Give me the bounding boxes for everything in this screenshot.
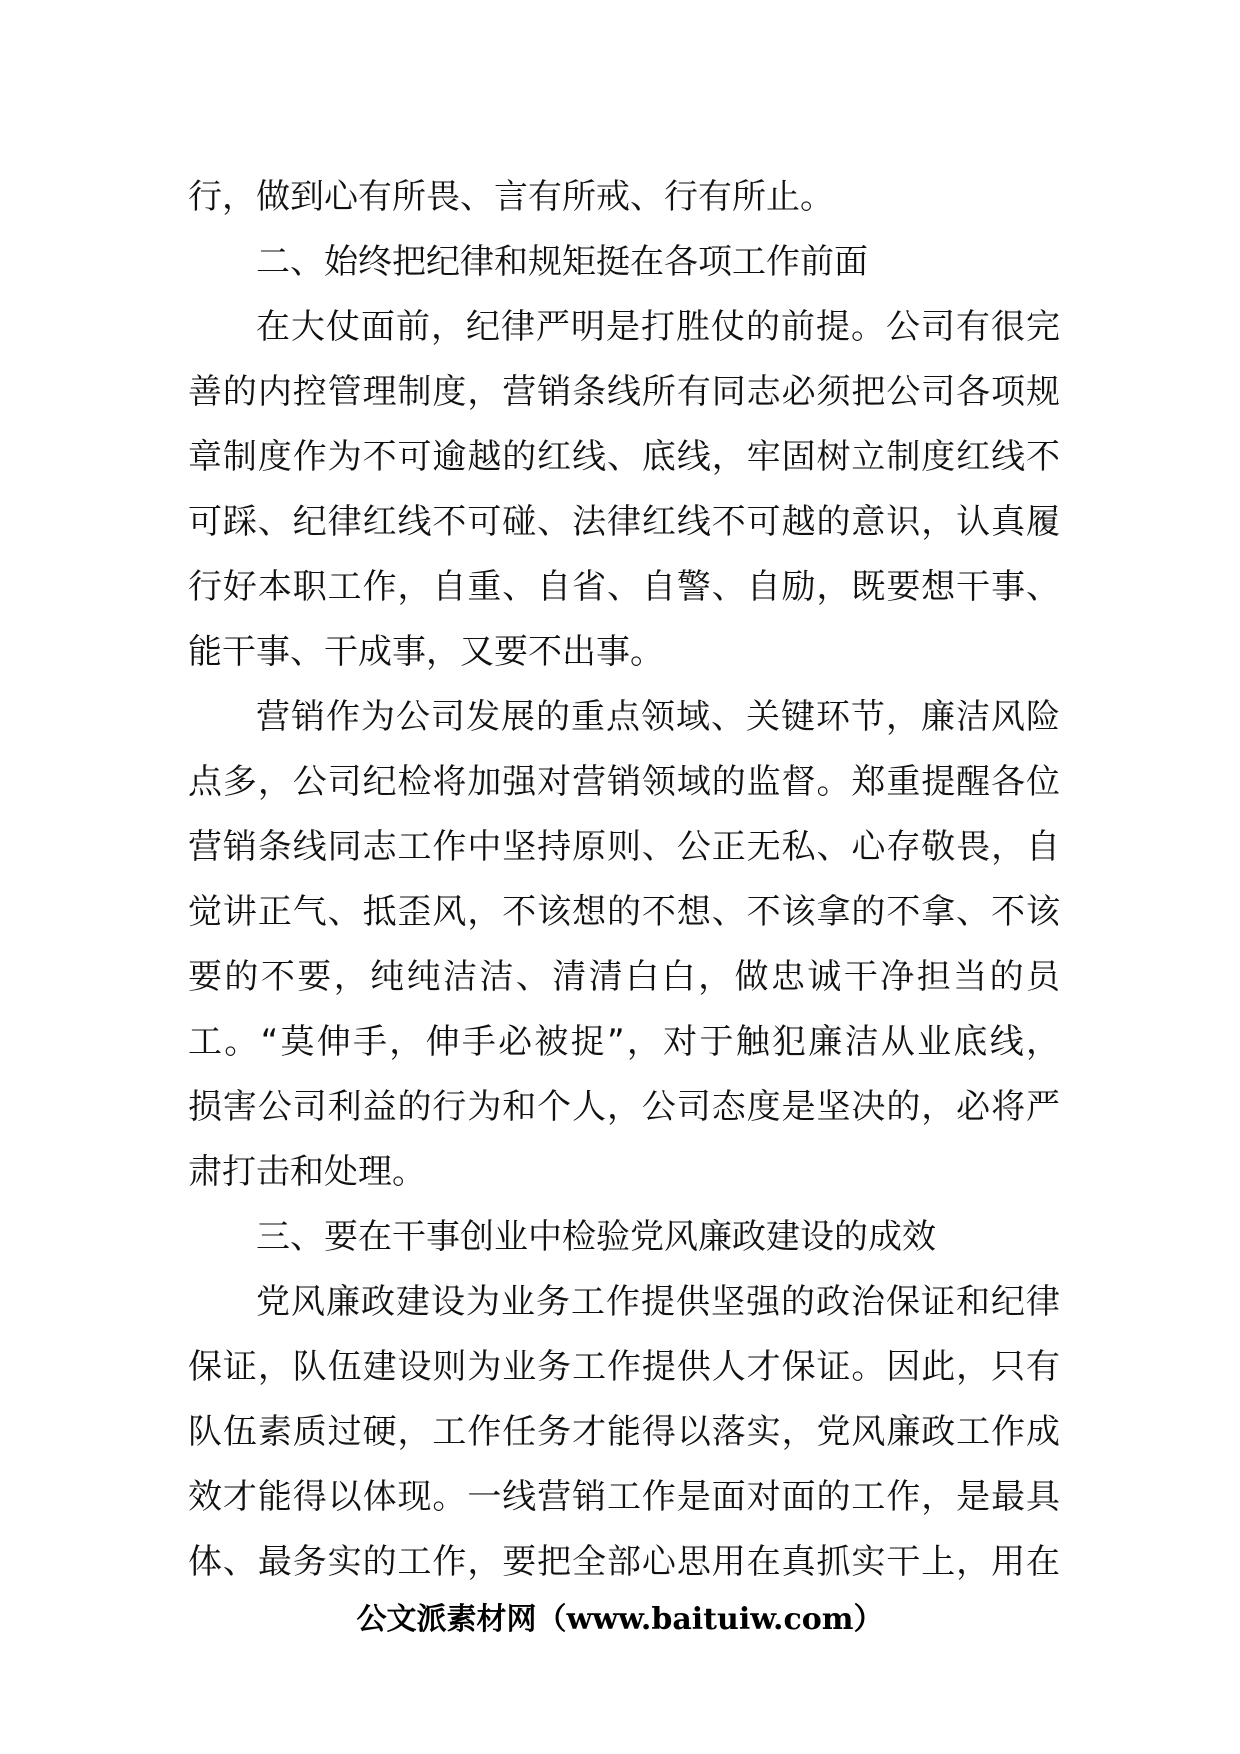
text-line: 善的内控管理制度，营销条线所有同志必须把公司各项规 — [188, 372, 1060, 412]
text-line: 章制度作为不可逾越的红线、底线，牢固树立制度红线不 — [188, 437, 1060, 477]
text-line: 肃打击和处理。 — [188, 1152, 426, 1192]
text-line: 营销作为公司发展的重点领域、关键环节，廉洁风险 — [256, 697, 1060, 737]
text-line: 行，做到心有所畏、言有所戒、行有所止。 — [188, 177, 834, 217]
text-line: 点多，公司纪检将加强对营销领域的监督。郑重提醒各位 — [188, 762, 1060, 802]
text-line: 工。“莫伸手，伸手必被捉”，对于触犯廉洁从业底线， — [188, 1022, 1060, 1062]
footer-watermark: 公文派素材网（www.baituiw.com） — [356, 1602, 884, 1637]
text-line: 觉讲正气、抵歪风，不该想的不想、不该拿的不拿、不该 — [188, 892, 1060, 932]
text-line: 效才能得以体现。一线营销工作是面对面的工作，是最具 — [188, 1477, 1060, 1517]
text-line: 损害公司利益的行为和个人，公司态度是坚决的，必将严 — [188, 1087, 1060, 1127]
text-line: 保证，队伍建设则为业务工作提供人才保证。因此，只有 — [188, 1347, 1060, 1387]
text-line: 要的不要，纯纯洁洁、清清白白，做忠诚干净担当的员 — [188, 957, 1060, 997]
text-line: 党风廉政建设为业务工作提供坚强的政治保证和纪律 — [256, 1282, 1060, 1322]
section-heading: 三、要在干事创业中检验党风廉政建设的成效 — [256, 1217, 936, 1257]
text-line: 能干事、干成事，又要不出事。 — [188, 632, 664, 672]
text-line: 可踩、纪律红线不可碰、法律红线不可越的意识，认真履 — [188, 502, 1060, 542]
text-line: 体、最务实的工作，要把全部心思用在真抓实干上，用在 — [188, 1542, 1060, 1582]
text-line: 营销条线同志工作中坚持原则、公正无私、心存敬畏，自 — [188, 827, 1060, 867]
text-line: 队伍素质过硬，工作任务才能得以落实，党风廉政工作成 — [188, 1412, 1060, 1452]
section-heading: 二、始终把纪律和规矩挺在各项工作前面 — [256, 242, 868, 282]
text-line: 行好本职工作，自重、自省、自警、自励，既要想干事、 — [188, 567, 1060, 607]
document-body — [188, 165, 1060, 1595]
text-line: 在大仗面前，纪律严明是打胜仗的前提。公司有很完 — [256, 307, 1060, 347]
